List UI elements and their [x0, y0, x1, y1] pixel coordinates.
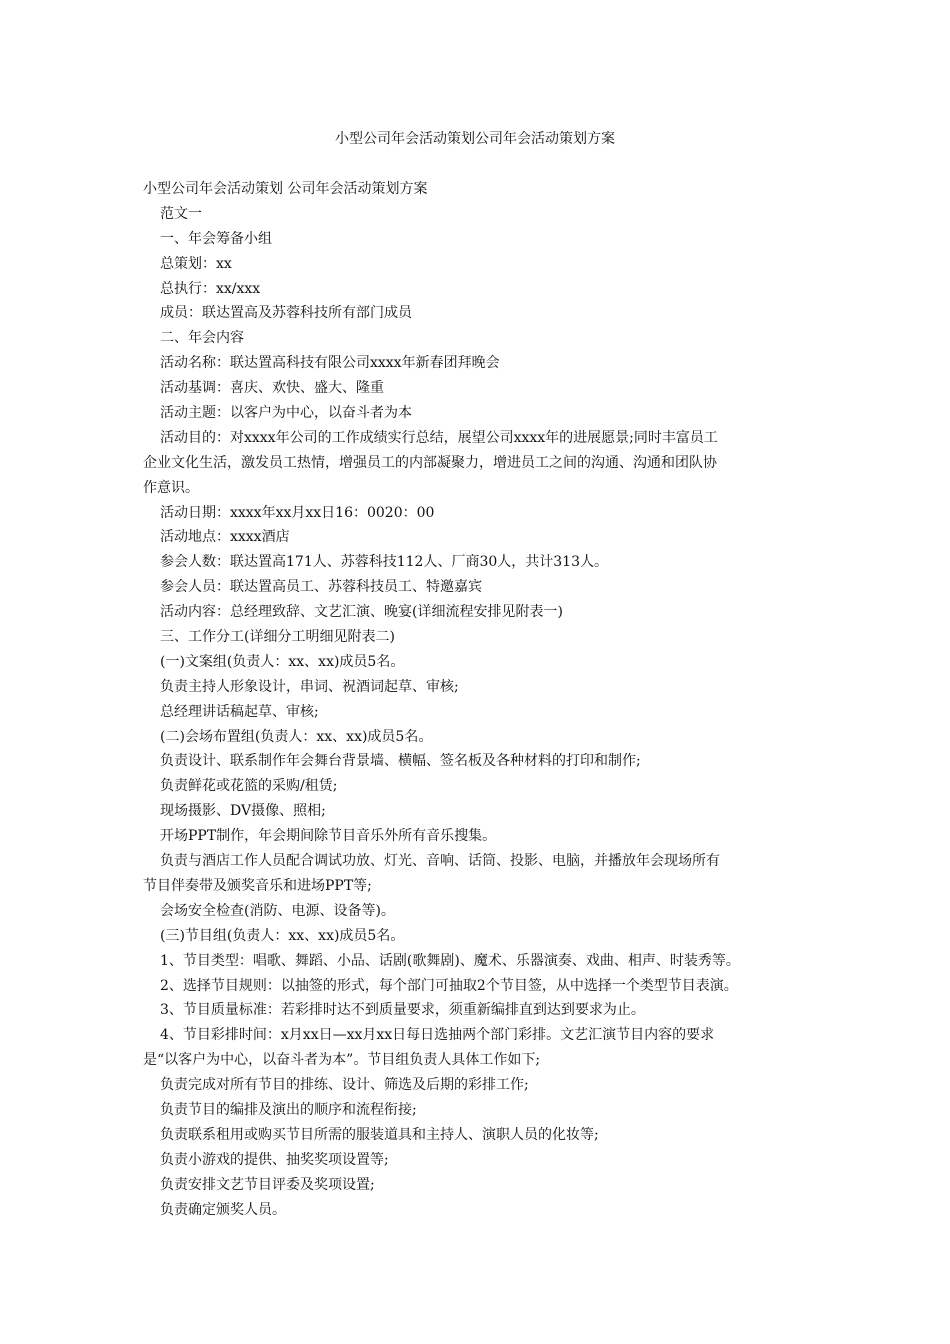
paragraph-line: 负责联系租用或购买节目所需的服装道具和主持人、演职人员的化妆等; — [160, 1126, 599, 1143]
paragraph-line: 企业文化生活，激发员工热情，增强员工的内部凝聚力，增进员工之间的沟通、沟通和团队协 — [143, 454, 717, 471]
paragraph-line: 活动内容：总经理致辞、文艺汇演、晚宴(详细流程安排见附表一) — [160, 604, 563, 621]
paragraph-line: (二)会场布置组(负责人：xx、xx)成员5名。 — [160, 728, 433, 745]
paragraph-line: 活动名称：联达置高科技有限公司xxxx年新春团拜晚会 — [160, 355, 500, 372]
paragraph-line: 是“以客户为中心，以奋斗者为本”。节目组负责人具体工作如下; — [143, 1052, 541, 1069]
paragraph-line: 负责鲜花或花篮的采购/租赁; — [160, 778, 338, 795]
paragraph-line: 总执行：xx/xxx — [160, 280, 261, 297]
paragraph-line: 总经理讲话稿起草、审核; — [160, 703, 319, 720]
paragraph-line: 负责设计、联系制作年会舞台背景墙、横幅、签名板及各种材料的打印和制作; — [160, 753, 641, 770]
paragraph-line: 二、年会内容 — [160, 330, 244, 347]
paragraph-line: 开场PPT制作，年会期间除节目音乐外所有音乐搜集。 — [160, 828, 497, 845]
paragraph-line: 1、节目类型：唱歌、舞蹈、小品、话剧(歌舞剧)、魔术、乐器演奏、戏曲、相声、时装秀等。 — [160, 952, 740, 969]
paragraph-line: 负责主持人形象设计，串词、祝酒词起草、审核; — [160, 678, 459, 695]
paragraph-line: 范文一 — [160, 205, 202, 222]
paragraph-line: 2、选择节目规则：以抽签的形式，每个部门可抽取2个节目签，从中选择一个类型节目表演。 — [160, 977, 738, 994]
paragraph-line: 负责确定颁奖人员。 — [160, 1201, 286, 1218]
paragraph-line: 活动地点：xxxx酒店 — [160, 529, 290, 546]
paragraph-line: (一)文案组(负责人：xx、xx)成员5名。 — [160, 653, 405, 670]
paragraph-line: (三)节目组(负责人：xx、xx)成员5名。 — [160, 927, 405, 944]
paragraph-line: 参会人数：联达置高171人、苏蓉科技112人、厂商30人，共计313人。 — [160, 554, 608, 571]
paragraph-line: 小型公司年会活动策划 公司年会活动策划方案 — [143, 181, 428, 197]
paragraph-line: 参会人员：联达置高员工、苏蓉科技员工、特邀嘉宾 — [160, 579, 482, 596]
paragraph-line: 一、年会筹备小组 — [160, 230, 272, 247]
paragraph-line: 活动主题：以客户为中心，以奋斗者为本 — [160, 405, 412, 422]
paragraph-line: 负责与酒店工作人员配合调试功放、灯光、音响、话筒、投影、电脑，并播放年会现场所有 — [160, 853, 720, 870]
paragraph-line: 总策划：xx — [160, 255, 232, 272]
paragraph-line: 成员：联达置高及苏蓉科技所有部门成员 — [160, 305, 412, 322]
document-body — [143, 177, 823, 1222]
paragraph-line: 活动日期：xxxx年xx月xx日16：0020：00 — [160, 504, 435, 521]
paragraph-line: 负责节目的编排及演出的顺序和流程衔接; — [160, 1101, 417, 1118]
document-title: 小型公司年会活动策划公司年会活动策划方案 — [335, 131, 615, 147]
paragraph-line: 3、节目质量标准：若彩排时达不到质量要求，须重新编排直到达到要求为止。 — [160, 1002, 645, 1019]
paragraph-line: 负责小游戏的提供、抽奖奖项设置等; — [160, 1151, 389, 1168]
paragraph-line: 负责完成对所有节目的排练、设计、筛选及后期的彩排工作; — [160, 1077, 529, 1094]
paragraph-line: 4、节目彩排时间：x月xx日—xx月xx日每日选抽两个部门彩排。文艺汇演节目内容的要求 — [160, 1027, 715, 1044]
paragraph-line: 节目伴奏带及颁奖音乐和进场PPT等; — [143, 877, 372, 894]
paragraph-line: 三、工作分工(详细分工明细见附表二) — [160, 629, 395, 646]
paragraph-line: 活动基调：喜庆、欢快、盛大、隆重 — [160, 380, 384, 397]
paragraph-line: 负责安排文艺节目评委及奖项设置; — [160, 1176, 375, 1193]
paragraph-line: 活动目的：对xxxx年公司的工作成绩实行总结，展望公司xxxx年的进展愿景;同时丰富员工 — [160, 429, 718, 446]
paragraph-line: 会场安全检查(消防、电源、设备等)。 — [160, 902, 395, 919]
paragraph-line: 现场摄影、DV摄像、照相; — [160, 803, 326, 820]
paragraph-line: 作意识。 — [143, 479, 199, 496]
